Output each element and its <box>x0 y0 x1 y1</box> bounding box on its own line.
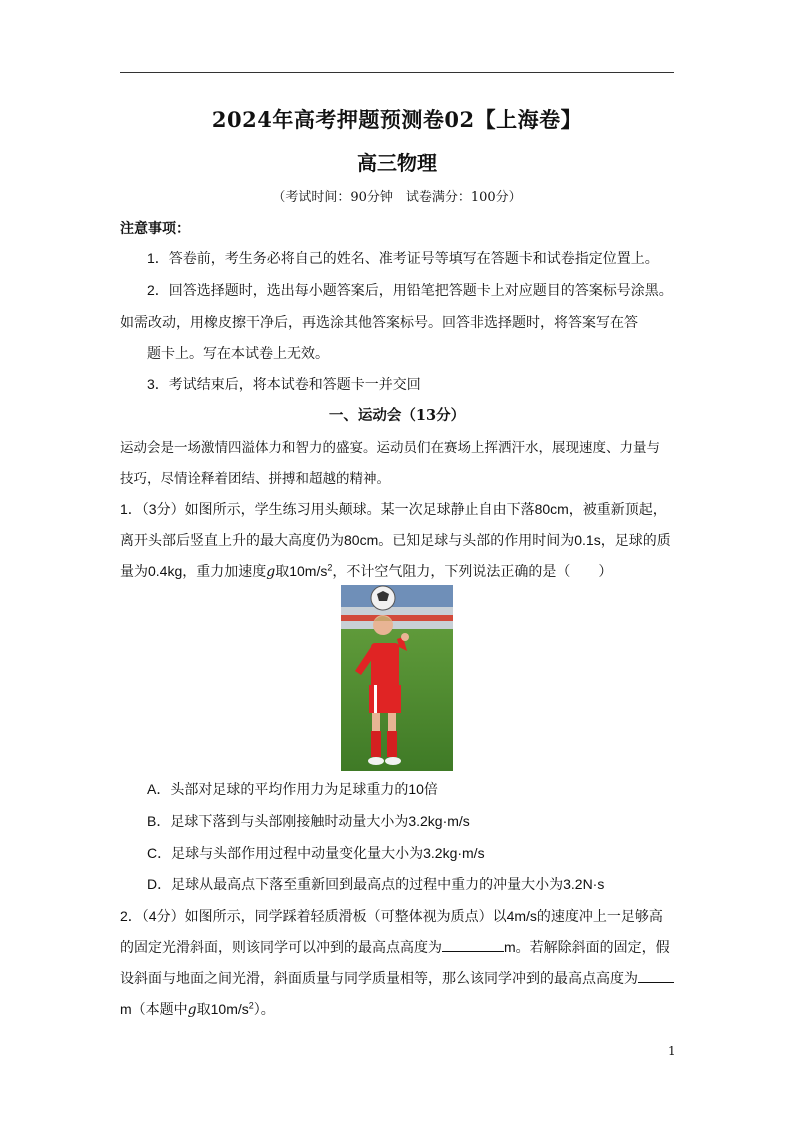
soccer-photo <box>341 585 453 771</box>
answer-blank-2 <box>638 968 674 983</box>
notice-item-2-end: 题卡上。写在本试卷上无效。 <box>147 345 329 361</box>
section-heading: 一、运动会（13分） <box>328 407 466 424</box>
question-2-stem: 2．（4分）如图所示，同学踩着轻质滑板（可整体视为质点）以4m/s的速度冲上一足够高 <box>120 908 663 924</box>
question-1-stem: 1．（3分）如图所示，学生练习用头颠球。某一次足球静止自由下落80cm，被重新顶起， <box>120 501 667 517</box>
question-2-stem-end: m（本题中g取$10m/s^2$）。 <box>120 1000 275 1018</box>
option-d: D．足球从最高点下落至重新回到最高点的过程中重力的冲量大小为3.2N·s <box>147 876 605 892</box>
notice-item-2: 2．回答选择题时，选出每小题答案后，用铅笔把答题卡上对应题目的答案标号涂黑。 <box>147 282 673 298</box>
notice-item-1: 1．答卷前，考生务必将自己的姓名、准考证号等填写在答题卡和试卷指定位置上。 <box>147 250 659 266</box>
exam-title: 2024年高考押题预测卷02【上海卷】 <box>211 107 583 132</box>
question-1-stem-cont: 离开头部后竖直上升的最大高度仍为80cm。已知足球与头部的作用时间为0.1s，足球的质 <box>120 532 671 548</box>
question-2-stem-cont2: 设斜面与地面之间光滑，斜面质量与同学质量相等，那么该同学冲到的最高点高度为 <box>120 968 674 988</box>
subject-title: 高三物理 <box>357 151 437 175</box>
section-intro: 运动会是一场激情四溢体力和智力的盛宴。运动员们在赛场上挥洒汗水，展现速度、力量与 <box>120 440 660 456</box>
option-a: A．头部对足球的平均作用力为足球重力的10倍 <box>147 781 438 797</box>
exam-info: （考试时间：90分钟 试卷满分：100分） <box>272 190 522 205</box>
question-1-stem-end: 量为0.4kg，重力加速度g取$10m/s^2$，不计空气阻力，下列说法正确的是（ ） <box>120 562 613 580</box>
question-2-stem-cont: 的固定光滑斜面，则该同学可以冲到的最高点高度为 m。若解除斜面的固定，假 <box>120 939 670 955</box>
notice-heading: 注意事项： <box>120 220 190 236</box>
gravity-symbol: g <box>266 564 276 580</box>
header-rule <box>120 72 674 73</box>
gravity-symbol: g <box>187 1002 197 1018</box>
answer-blank-1 <box>442 937 504 952</box>
page-number: 1 <box>668 1044 676 1058</box>
option-b: B．足球下落到与头部刚接触时动量大小为3.2kg·m/s <box>147 813 470 829</box>
notice-item-2-cont: 如需改动，用橡皮擦干净后，再选涂其他答案标号。回答非选择题时，将答案写在答 <box>120 314 638 330</box>
option-c: C．足球与头部作用过程中动量变化量大小为3.2kg·m/s <box>147 845 485 861</box>
section-intro-cont: 技巧，尽情诠释着团结、拼搏和超越的精神。 <box>120 471 390 487</box>
notice-item-3: 3．考试结束后，将本试卷和答题卡一并交回 <box>147 376 421 392</box>
